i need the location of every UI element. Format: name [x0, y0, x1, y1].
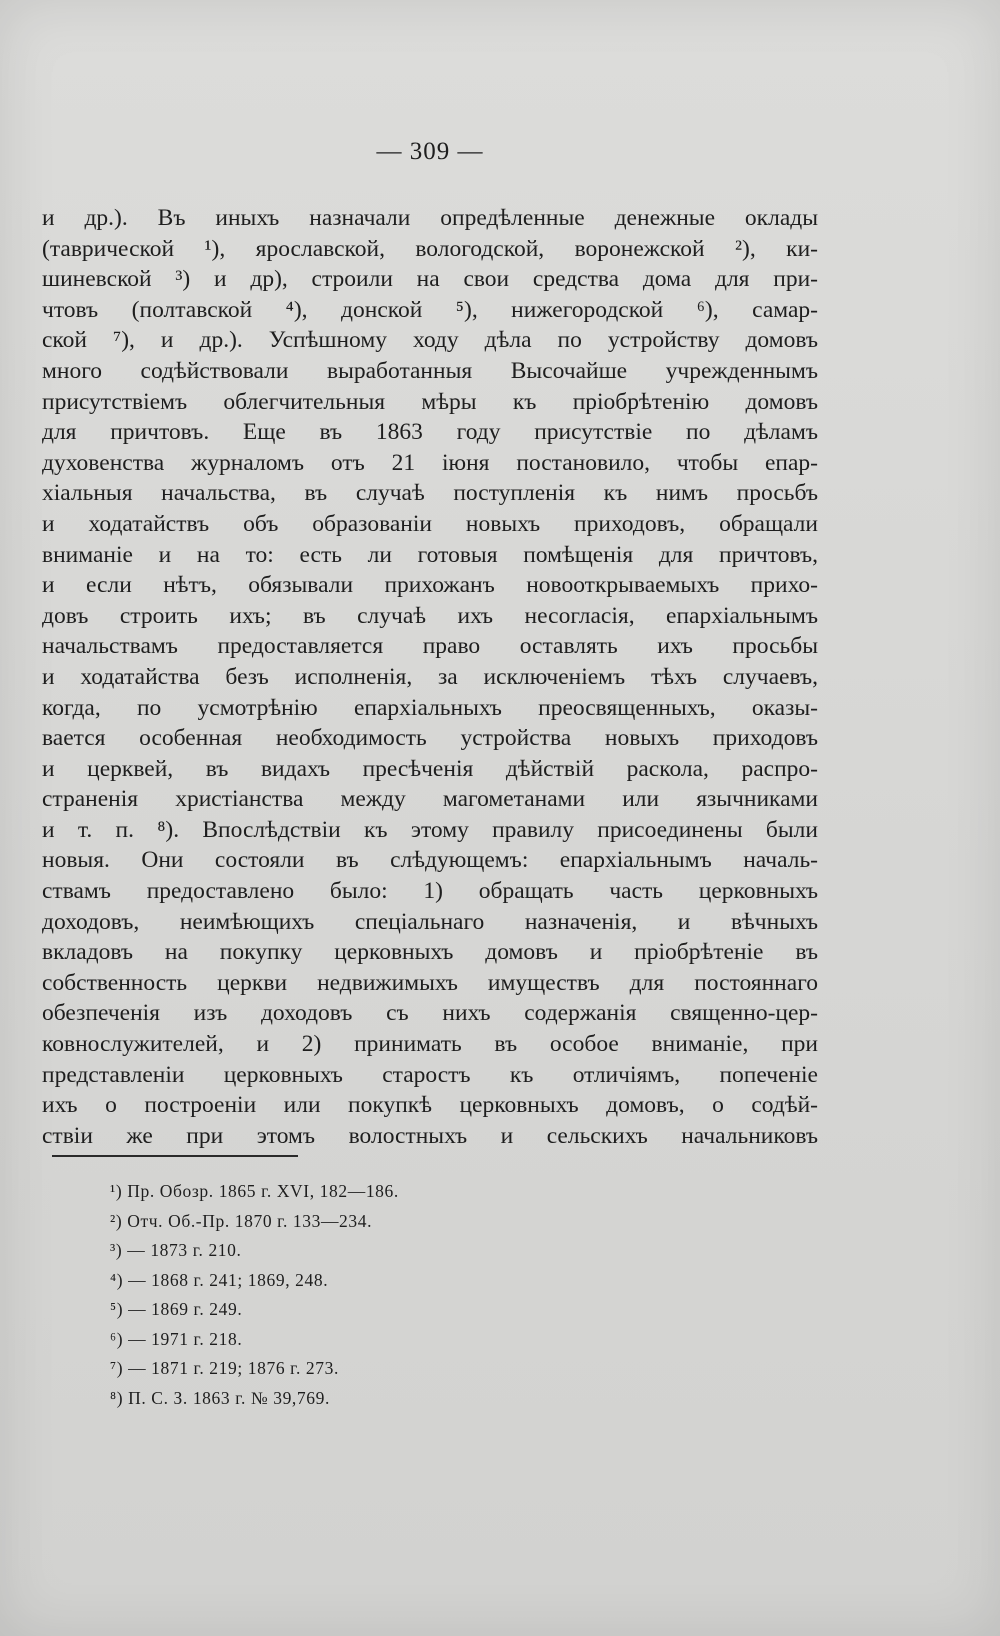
- text-line: ствіи же при этомъ волостныхъ и сельскихъ начальниковъ: [42, 1122, 818, 1149]
- text-line: для причтовъ. Еще въ 1863 году присутствіе по дѣламъ: [42, 419, 818, 446]
- footnote-divider: [52, 1155, 298, 1157]
- text-line: вкладовъ на покупку церковныхъ домовъ и пріобрѣтеніе въ: [42, 939, 818, 966]
- text-line: начальствамъ предоставляется право оставлять ихъ просьбы: [42, 633, 818, 660]
- text-line: чтовъ (полтавской ⁴), донской ⁵), нижегородской ⁶), самар-: [42, 296, 818, 323]
- footnote: ¹) Пр. Обозр. 1865 г. XVI, 182—186.: [110, 1181, 399, 1201]
- footnote: ⁶) — 1971 г. 218.: [110, 1328, 243, 1349]
- text-line: ствамъ предоставлено было: 1) обращать часть церковныхъ: [42, 878, 818, 905]
- text-line: и ходатайствъ объ образованіи новыхъ приходовъ, обращали: [42, 510, 818, 537]
- text-line: ковнослужителей, и 2) принимать въ особое вниманіе, при: [42, 1031, 818, 1058]
- text-line: и церквей, въ видахъ пресѣченія дѣйствій раскола, распро-: [42, 755, 818, 782]
- text-line: ской ⁷), и др.). Успѣшному ходу дѣла по устройству домовъ: [42, 327, 818, 354]
- text-line: когда, по усмотрѣнію епархіальныхъ преосвященныхъ, оказы-: [42, 694, 818, 721]
- footnote: ⁷) — 1871 г. 219; 1876 г. 273.: [110, 1358, 339, 1378]
- text-line: духовенства журналомъ отъ 21 іюня постановило, чтобы епар-: [42, 449, 818, 476]
- text-line: и если нѣтъ, обязывали прихожанъ новооткрываемыхъ прихо-: [42, 572, 818, 599]
- text-line: собственность церкви недвижимыхъ имуществъ для постояннаго: [42, 969, 818, 996]
- footnote: ⁸) П. С. З. 1863 г. № 39,769.: [110, 1387, 330, 1408]
- text-line: (таврической ¹), ярославской, вологодской, воронежской ²), ки-: [42, 235, 818, 262]
- text-line: шиневской ³) и др), строили на свои средства дома для при-: [42, 266, 818, 293]
- text-line: присутствіемъ облегчительныя мѣры къ пріобрѣтенію домовъ: [42, 388, 818, 415]
- text-line: страненія христіанства между магометанами или язычниками: [42, 786, 818, 813]
- text-line: новыя. Они состояли въ слѣдующемъ: епархіальнымъ началь-: [42, 847, 818, 874]
- text-line: и ходатайства безъ исполненія, за исключеніемъ тѣхъ случаевъ,: [42, 663, 818, 690]
- footnotes: [110, 1177, 610, 1413]
- text-line: много содѣйствовали выработанныя Высочайше учрежденнымъ: [42, 357, 818, 384]
- text-line: ихъ о построеніи или покупкѣ церковныхъ домовъ, о содѣй-: [42, 1092, 818, 1119]
- text-line: вниманіе и на то: есть ли готовыя помѣщенія для причтовъ,: [42, 541, 818, 568]
- text-line: обезпеченія изъ доходовъ съ нихъ содержанія священно-цер-: [42, 1000, 818, 1027]
- footnote: ³) — 1873 г. 210.: [110, 1240, 242, 1260]
- footnote: ⁵) — 1869 г. 249.: [110, 1299, 243, 1319]
- text-line: и др.). Въ иныхъ назначали опредѣленные денежные оклады: [42, 205, 818, 231]
- text-line: и т. п. ⁸). Впослѣдствіи къ этому правилу присоединены были: [42, 816, 818, 843]
- text-line: вается особенная необходимость устройства новыхъ приходовъ: [42, 725, 818, 752]
- body-text: [42, 203, 818, 1151]
- page-number: — 309 —: [376, 138, 484, 165]
- footnote: ²) Отч. Об.-Пр. 1870 г. 133—234.: [110, 1210, 373, 1231]
- text-line: представленіи церковныхъ старостъ къ отличіямъ, попеченіе: [42, 1061, 818, 1088]
- text-line: доходовъ, неимѣющихъ спеціальнаго назначенія, и вѣчныхъ: [42, 908, 818, 935]
- text-line: хіальныя начальства, въ случаѣ поступленія къ нимъ просьбъ: [42, 480, 818, 507]
- text-line: довъ строить ихъ; въ случаѣ ихъ несогласія, епархіальнымъ: [42, 602, 818, 629]
- footnote: ⁴) — 1868 г. 241; 1869, 248.: [110, 1269, 329, 1290]
